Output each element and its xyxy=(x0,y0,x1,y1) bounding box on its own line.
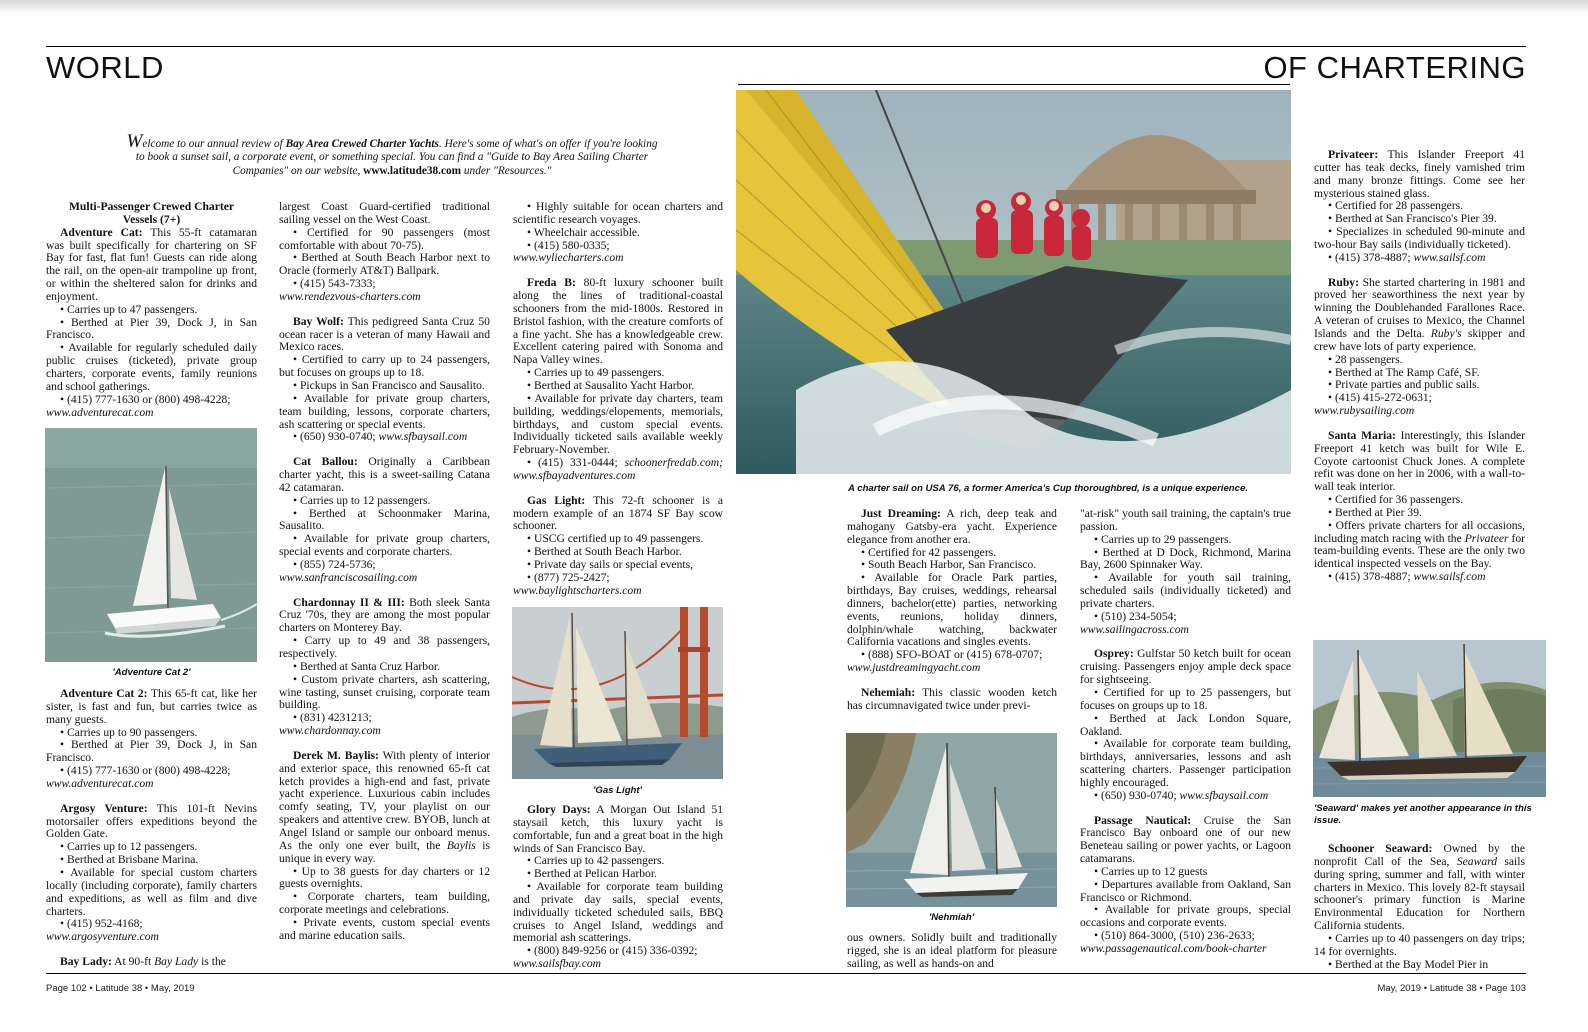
listing-text: Interestingly, this Islander Freeport 41 ketch was built for Wile E. Coyote cartoonist Chuck Jones. A complete refit was done on her in 2006, with a wall-to-wall teak interior. xyxy=(1314,428,1526,494)
listing-text: Both sleek Santa Cruz '70s, they are among the most popular charters on Monterey Bay. xyxy=(279,595,490,635)
listing-name: Bay Lady: xyxy=(60,955,112,969)
website-link[interactable]: www.sailsfbay.com xyxy=(513,957,602,971)
phone: • (650) 930-0740; xyxy=(293,430,379,444)
listing-text: skipper and crew have lots of party experience. xyxy=(1314,326,1525,353)
listing-privateer xyxy=(1314,149,1525,200)
listing-text: A Morgan Out Island 51 staysail ketch, this luxury yacht is comfortable, fun and a great boat in the high winds of San Francisco Bay. xyxy=(513,803,724,855)
listing-just-dreaming xyxy=(847,508,1057,547)
bullet: • Berthed at The Ramp Café, SF. xyxy=(1328,365,1480,379)
listing-text: 80-ft luxury schooner built along the lines of traditional-coastal schooners from the mid-1800s. Restored in Bristol fashion, with the creature comforts of a fine yacht. She has a knowledgeable crew. Excellent catering paired with Sonoma and Napa Valley wines. xyxy=(513,276,723,367)
bullet: • Certified to carry up to 24 passengers, but focuses on groups up to 18. xyxy=(279,353,490,380)
intro-drop-letter: W xyxy=(126,131,143,152)
bullet: • Berthed at Pier 39. xyxy=(1328,505,1422,519)
listing-name: Nehemiah: xyxy=(861,685,916,699)
website-link[interactable]: www.sanfranciscosailing.com xyxy=(279,570,418,584)
footer-right: May, 2019 • Latitude 38 • Page 103 xyxy=(1377,983,1526,994)
listing-glory-days xyxy=(513,804,723,855)
listing-text: With plenty of interior and exterior space, this renowned 65-ft cat ketch provides a high-end and fast, private yacht experience. Luxurious cabin includes comfy seating, TV, your playlist on our speakers and attentive crew. BYOB, lunch at Angel Island or sample our onboard menus. As the only one ever built, the xyxy=(279,748,490,852)
vessel-name-italic: Seaward xyxy=(1456,854,1497,868)
listing-bay-wolf xyxy=(279,316,490,355)
listing-text: is unique in every way. xyxy=(279,838,490,865)
bullet: • Custom private charters, ash scattering, wine tasting, sunset cruising, corporate team building. xyxy=(279,672,490,712)
listing-name: Privateer: xyxy=(1328,148,1379,161)
bullet: • Certified for up to 25 passengers, but focuses on groups up to 18. xyxy=(1080,685,1291,712)
listing-name: Freda B: xyxy=(527,276,576,290)
bullet xyxy=(1314,571,1525,584)
bullet: • Berthed at South Beach Harbor next to Oracle (formerly AT&T) Ballpark. xyxy=(279,251,490,278)
bullet: • Certified for 42 passengers. xyxy=(861,545,997,559)
bullet: • Carries up to 12 passengers. xyxy=(60,840,198,854)
page-top-shadow xyxy=(0,0,1588,14)
listing-osprey xyxy=(1080,648,1291,687)
bullet: • Available for private group charters, team building, lessons, corporate charters, ash scattering or special events. xyxy=(279,391,490,431)
bullet: • Berthed at San Francisco's Pier 39. xyxy=(1328,212,1497,226)
bullet: • (415) 543-7333; xyxy=(293,277,376,291)
listing-name: Argosy Venture: xyxy=(60,801,148,815)
column-4-top xyxy=(847,508,1057,713)
listing-text: Cruise the San Francisco Bay onboard one of our new Beneteau sailing or power yachts, or Lagoon catamarans. xyxy=(1080,813,1291,866)
intro-text: under "Resources." xyxy=(461,164,552,177)
listing-schooner-seaward xyxy=(1314,843,1525,933)
listing-name: Schooner Seaward: xyxy=(1328,842,1433,855)
bullet: • Berthed at D Dock, Richmond, Marina Bay, 2600 Spinnaker Way. xyxy=(1080,545,1291,572)
bullet: • Berthed at Pier 39, Dock J, in San Francisco. xyxy=(46,315,257,342)
bullet: • Berthed at Pelican Harbor. xyxy=(527,867,657,881)
bullet-text: • Offers private charters for all occasions, including match racing with the xyxy=(1314,518,1525,545)
listing-text: This classic wooden ketch has circumnavigated twice under previ- xyxy=(847,685,1057,712)
listing-name: Bay Wolf: xyxy=(293,314,344,328)
website-link[interactable]: www.chardonnay.com xyxy=(279,724,381,738)
bullet xyxy=(1314,252,1525,265)
bullet: • Available for regularly scheduled daily public cruises (ticketed), private group charters, corporate events, family reunions and school gatherings. xyxy=(46,341,257,393)
column-1-bottom xyxy=(46,688,257,969)
main-photo-caption: A charter sail on USA 76, a former America's Cup thoroughbred, is a unique experience. xyxy=(848,483,1248,494)
listing-bay-lady xyxy=(46,956,257,969)
phone: • (415) 378-4887; xyxy=(1328,250,1414,264)
schooner-golden-gate-image xyxy=(512,607,723,779)
bullet: • Available for private group charters, special events and corporate charters. xyxy=(279,532,490,559)
phone: • (415) 378-4887; xyxy=(1328,570,1414,584)
listing-argosy-venture xyxy=(46,803,257,842)
bullet: • Berthed at Brisbane Marina. xyxy=(60,853,199,867)
listing-passage-nautical xyxy=(1080,815,1291,866)
intro-text: elcome to our annual review of xyxy=(142,138,286,150)
bullet: • Private day sails or special events, xyxy=(527,557,694,571)
footer-rule xyxy=(46,973,1526,974)
website-link[interactable]: www.sfbaysail.com xyxy=(1179,788,1269,802)
bullet: • Berthed at Pier 39, Dock J, in San Francisco. xyxy=(46,738,257,765)
bullet: • Berthed at Santa Cruz Harbor. xyxy=(293,659,441,673)
photo-gas-light xyxy=(512,607,723,779)
listing-text: This Islander Freeport 41 cutter has teak decks, finely varnished trim and many bronze fittings. Come see her mysterious stained glass. xyxy=(1314,148,1525,200)
website-link[interactable]: www.sfbaysail.com xyxy=(378,430,468,444)
website-link[interactable]: www.justdreamingyacht.com xyxy=(847,661,981,675)
photo-nehemiah xyxy=(846,733,1057,907)
listing-text: sails during spring, summer and fall, with winter charters in Mexico. This lovely 82-ft staysail schooner's primary function is Marine Environmental Education for Northern California students. xyxy=(1314,854,1525,933)
footer-left: Page 102 • Latitude 38 • May, 2019 xyxy=(46,983,195,994)
listing-chardonnay xyxy=(279,597,490,636)
bullet: • Certified for 36 passengers. xyxy=(1328,493,1464,507)
listing-text: Gulfstar 50 ketch built for ocean cruising. Passengers enjoy ample deck space for sightseeing. xyxy=(1080,647,1291,687)
header-rule-under-photo xyxy=(738,84,1290,85)
photo-caption: 'Nehmiah' xyxy=(928,912,975,923)
header-title-right: OF CHARTERING xyxy=(1263,50,1526,85)
website-link[interactable]: www.sailingacross.com xyxy=(1080,622,1189,636)
bullet: • Carries up to 29 passengers. xyxy=(1094,532,1232,546)
bullet: • Up to 38 guests for day charters or 12 guests overnights. xyxy=(279,864,490,891)
listing-continuation: "at-risk" youth sail training, the captain's true passion. xyxy=(1080,507,1291,533)
catamaran-image xyxy=(45,428,257,662)
photo-caption: 'Seaward' makes yet another appearance in this issue. xyxy=(1314,803,1532,826)
listing-name: Chardonnay II & III: xyxy=(293,595,405,609)
column-3-bottom xyxy=(513,804,723,971)
ketch-image xyxy=(846,733,1057,907)
bullet: • Berthed at Schoonmaker Marina, Sausalito. xyxy=(279,506,490,533)
bullet: • Available for Oracle Park parties, birthdays, Bay cruises, weddings, rehearsal dinners, bachelor(ette) parties, networking events, reunions, holiday dinners, dolphin/whale watching, backwater California vacations and singles events. xyxy=(847,571,1057,649)
bullet: • Certified for 28 passengers. xyxy=(1328,199,1464,213)
website-link[interactable]: www.argosyventure.com xyxy=(46,930,159,944)
bullet xyxy=(279,431,490,444)
vessel-name-italic: Baylis xyxy=(446,838,476,852)
listing-name: Derek M. Baylis: xyxy=(293,748,379,762)
listing-gas-light xyxy=(513,495,723,534)
phone: • (415) 331-0444; xyxy=(527,456,625,470)
bullet: • Carries up to 90 passengers. xyxy=(60,725,198,739)
intro-bold-title: Bay Area Crewed Charter Yachts xyxy=(285,138,439,150)
listing-santa-maria xyxy=(1314,430,1525,494)
bullet: • Available for private groups, special occasions and corporate events. xyxy=(1080,903,1291,930)
bullet: • (510) 234-5054; xyxy=(1094,609,1177,623)
bullet: • USCG certified up to 49 passengers. xyxy=(527,532,704,546)
vessel-name-italic: Bay Lady xyxy=(154,955,199,969)
bullet: • (415) 952-4168; xyxy=(60,917,143,931)
website-link[interactable]: www.adventurecat.com xyxy=(46,405,154,419)
photo-caption: 'Adventure Cat 2' xyxy=(112,667,191,678)
listing-derek-m-baylis xyxy=(279,750,490,866)
listing-text: This 55-ft catamaran was built specifically for chartering on SF Bay for fast, flat fun! Guests can ride along the rail, on the open-air trampoline up front, or within the sheltered salon for drinks and enjoyment. xyxy=(46,225,257,303)
bullet: • Highly suitable for ocean charters and scientific research voyages. xyxy=(513,200,723,226)
bullet: • Berthed at Jack London Square, Oakland. xyxy=(1080,711,1291,738)
bullet: • (415) 415-272-0631; xyxy=(1328,391,1432,405)
bullet: • (415) 777-1630 or (800) 498-4228; xyxy=(60,392,231,406)
website-link[interactable]: www.passagenautical.com/book-charter xyxy=(1080,942,1267,955)
bullet: • Departures available from Oakland, San Francisco or Richmond. xyxy=(1080,877,1291,904)
bullet: • Available for corporate team building, birthdays, anniversaries, lessons and ash scattering charters. Passenger participation highly encouraged. xyxy=(1080,737,1291,789)
listing-name: Osprey: xyxy=(1094,647,1134,661)
listing-cat-ballou xyxy=(279,456,490,495)
bullet: • Corporate charters, team building, corporate meetings and celebrations. xyxy=(279,890,490,917)
intro-website[interactable]: www.latitude38.com xyxy=(363,164,462,177)
photo-seaward xyxy=(1313,640,1546,797)
listing-continuation: ous owners. Solidly built and traditionally rigged, she is an ideal platform for pleasure sailing, as well as hands-on and xyxy=(847,931,1057,970)
bullet: • (877) 725-2427; xyxy=(527,570,610,584)
listing-continuation: largest Coast Guard-certified traditional sailing vessel on the West Coast. xyxy=(279,200,490,226)
listing-text: This 101-ft Nevins motorsailer offers expeditions beyond the Golden Gate. xyxy=(46,801,258,841)
bullet: • Carries up to 42 passengers. xyxy=(527,854,665,868)
column-6-bottom xyxy=(1314,843,1525,971)
listing-name: Adventure Cat 2: xyxy=(60,687,148,700)
listing-text: A rich, deep teak and mahogany Gatsby-era yacht. Experience elegance from another era. xyxy=(847,507,1057,546)
bullet xyxy=(513,457,723,483)
bullet: • Carry up to 49 and 38 passengers, respectively. xyxy=(279,634,490,660)
bullet: • Carries up to 12 passengers. xyxy=(293,493,431,507)
column-1-top xyxy=(46,201,257,419)
bullet: • Berthed at the Bay Model Pier in xyxy=(1328,957,1489,971)
listing-name: Glory Days: xyxy=(527,803,591,816)
photo-caption: 'Gas Light' xyxy=(593,785,642,796)
column-3-top xyxy=(513,201,723,597)
listing-name: Passage Nautical: xyxy=(1094,813,1192,827)
column-2 xyxy=(279,201,490,943)
website-link[interactable]: www.sailsf.com xyxy=(1413,570,1486,584)
bullet: • Pickups in San Francisco and Sausalito. xyxy=(293,378,485,392)
bullet xyxy=(1080,790,1291,803)
bullet: • Private parties and public sails. xyxy=(1328,378,1480,392)
listing-name: Ruby: xyxy=(1328,275,1359,289)
listing-name: Santa Maria: xyxy=(1328,428,1396,442)
bullet: • Specializes in scheduled 90-minute and two-hour Bay sails (individually ticketed). xyxy=(1314,225,1525,251)
intro-text: . Here's some of what's on offer if you're looking to book a sunset sail, a corporate event, or something special. You can find a "Guide to Bay Area Sailing Charter Companies" on our website, xyxy=(135,138,658,177)
column-6-top xyxy=(1314,149,1525,584)
bullet: • Available for private day charters, team building, weddings/elopements, memorials, birthdays, and custom special events. Individually ticketed sails available weekly February-November. xyxy=(513,391,723,457)
listing-text: This pedigreed Santa Cruz 50 ocean racer is a veteran of many Hawaii and Mexico races. xyxy=(279,314,490,354)
listing-text: At 90-ft xyxy=(111,955,155,969)
bullet: • Carries up to 12 guests xyxy=(1094,864,1208,878)
photo-adventure-cat-2 xyxy=(45,428,257,662)
listing-nehemiah xyxy=(847,687,1057,713)
bullet: • (888) SFO-BOAT or (415) 678-0707; xyxy=(861,648,1043,662)
listing-name: Cat Ballou: xyxy=(293,455,358,469)
listing-text: Originally a Caribbean charter yacht, this is a sweet-sailing Catana 42 catamaran. xyxy=(279,455,490,494)
website-link[interactable]: www.rubysailing.com xyxy=(1314,404,1415,418)
bullet: • Wheelchair accessible. xyxy=(527,225,640,239)
listing-freda-b xyxy=(513,277,723,367)
bullet xyxy=(1314,520,1525,571)
listing-adventure-cat xyxy=(46,227,257,304)
racing-yacht-image xyxy=(736,90,1291,474)
listing-ruby xyxy=(1314,277,1525,354)
intro-paragraph xyxy=(122,131,662,178)
bullet: • (831) 4231213; xyxy=(293,711,372,725)
listing-text: Owned by the nonprofit Call of the Sea, xyxy=(1314,842,1525,868)
website-link[interactable]: www.rendezvous-charters.com xyxy=(279,289,421,303)
header-title-left: WORLD xyxy=(46,50,164,85)
bullet: • (510) 864-3000, (510) 236-2633; xyxy=(1094,929,1255,943)
website-link[interactable]: www.wyliecharters.com xyxy=(513,251,624,265)
bullet: • Carries up to 47 passengers. xyxy=(60,302,198,316)
bullet: • Carries up to 49 passengers. xyxy=(527,366,665,380)
bullet: • Certified for 90 passengers (most comfortable with about 70-75). xyxy=(279,225,490,252)
header-rule-left xyxy=(46,46,1526,47)
bullet: • (415) 580-0335; xyxy=(527,238,610,252)
vessel-name-italic: Ruby's xyxy=(1430,326,1462,340)
phone: • (650) 930-0740; xyxy=(1094,788,1180,802)
website-link[interactable]: www.baylightscharters.com xyxy=(513,583,642,597)
bullet: • Berthed at South Beach Harbor. xyxy=(527,545,682,559)
website-link[interactable]: www.adventurecat.com xyxy=(46,776,154,790)
website-link[interactable]: schoonerfredab.com; www.sfbayadventures.com xyxy=(513,456,723,482)
column-4-bottom xyxy=(847,932,1057,971)
bullet: • (800) 849-9256 or (415) 336-0392; xyxy=(527,944,698,958)
listing-text: This 65-ft cat, like her sister, is fast and fun, but carries twice as many guests. xyxy=(46,687,257,726)
listing-text: She started chartering in 1981 and proved her seaworthiness the next year by winning the Doublehanded Farallones Race. A veteran of cruises to Mexico, the Channel Islands and the Delta. xyxy=(1314,275,1525,340)
listing-text: is the xyxy=(198,955,226,969)
listing-name: Adventure Cat: xyxy=(60,225,143,239)
bullet: • Private events, custom special events and marine education sails. xyxy=(279,915,490,942)
schooner-seaward-image xyxy=(1313,640,1546,797)
bullet: • Carries up to 40 passengers on day trips; 14 for overnights. xyxy=(1314,931,1525,958)
bullet-text: for team-building events. These are the only two identical inspected vessels on the Bay. xyxy=(1314,531,1526,571)
website-link[interactable]: www.sailsf.com xyxy=(1413,250,1486,264)
listing-name: Just Dreaming: xyxy=(861,507,941,520)
photo-usa-76 xyxy=(736,90,1291,474)
bullet: • Berthed at Sausalito Yacht Harbor. xyxy=(527,378,695,392)
bullet: • South Beach Harbor, San Francisco. xyxy=(861,558,1037,572)
listing-name: Gas Light: xyxy=(527,493,586,507)
section-heading: Multi-Passenger Crewed Charter Vessels (7+) xyxy=(68,200,235,226)
bullet: • Available for corporate team building and private day sails, special events, individually ticketed scheduled sails, BBQ cruises to Angel Island, weddings and memorial ash scatterings. xyxy=(513,880,723,945)
bullet: • 28 passengers. xyxy=(1328,352,1403,366)
bullet: • (415) 777-1630 or (800) 498-4228; xyxy=(60,764,231,778)
vessel-name-italic: Privateer xyxy=(1464,531,1509,545)
bullet: • (855) 724-5736; xyxy=(293,557,376,571)
listing-adventure-cat-2 xyxy=(46,688,257,727)
bullet: • Available for youth sail training, scheduled sails (individually ticketed) and private charters. xyxy=(1080,571,1291,610)
listing-text: This 72-ft schooner is a modern example of an 1874 SF Bay scow schooner. xyxy=(513,493,723,533)
column-5 xyxy=(1080,508,1291,956)
bullet: • Available for special custom charters locally (including corporate), family charters and expeditions, as well as film and dive charters. xyxy=(46,865,257,918)
